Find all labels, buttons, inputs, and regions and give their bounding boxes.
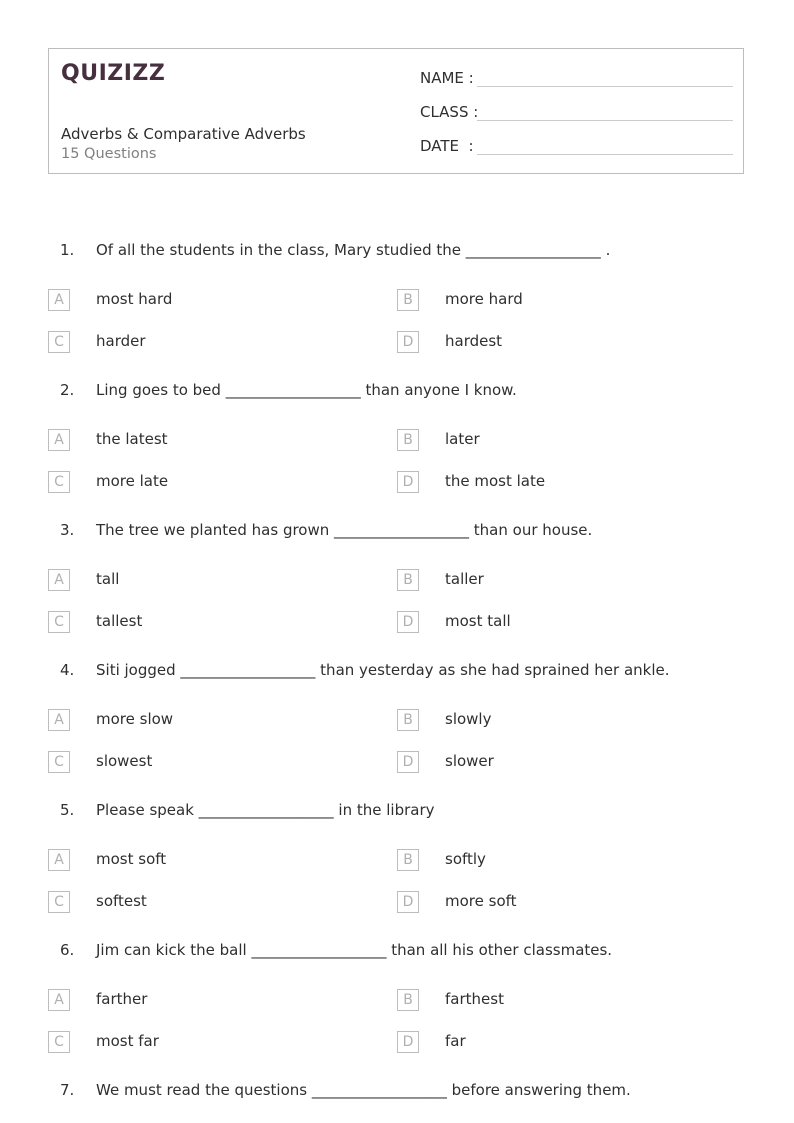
- option-letter-box[interactable]: D: [397, 331, 419, 353]
- question-text: Of all the students in the class, Mary studied the __________________ .: [96, 241, 611, 259]
- option-text: more soft: [445, 892, 517, 910]
- question-number: 3.: [60, 521, 75, 539]
- date-field[interactable]: [420, 137, 474, 155]
- option-text: farthest: [445, 990, 504, 1008]
- option-text: taller: [445, 570, 484, 588]
- option-letter-box[interactable]: B: [397, 569, 419, 591]
- option-letter-box[interactable]: D: [397, 751, 419, 773]
- class-label: CLASS :: [420, 103, 479, 121]
- name-label: NAME :: [420, 69, 474, 87]
- option-letter-box[interactable]: D: [397, 471, 419, 493]
- option-letter-box[interactable]: C: [48, 1031, 70, 1053]
- worksheet-title: Adverbs & Comparative Adverbs: [61, 125, 306, 143]
- name-field[interactable]: [420, 69, 474, 87]
- question-text: Please speak __________________ in the library: [96, 801, 435, 819]
- option-text: slowest: [96, 752, 153, 770]
- question-number: 5.: [60, 801, 75, 819]
- question-text: Ling goes to bed __________________ than anyone I know.: [96, 381, 517, 399]
- option-text: more hard: [445, 290, 523, 308]
- option-letter-box[interactable]: A: [48, 989, 70, 1011]
- option-text: slower: [445, 752, 494, 770]
- option-text: harder: [96, 332, 146, 350]
- question-number: 7.: [60, 1081, 75, 1099]
- question-number: 6.: [60, 941, 75, 959]
- option-text: tall: [96, 570, 120, 588]
- option-letter-box[interactable]: A: [48, 709, 70, 731]
- option-text: far: [445, 1032, 466, 1050]
- option-text: tallest: [96, 612, 143, 630]
- option-letter-box[interactable]: C: [48, 891, 70, 913]
- question-text: Jim can kick the ball __________________ than all his other classmates.: [96, 941, 613, 959]
- question-number: 1.: [60, 241, 75, 259]
- option-text: most far: [96, 1032, 159, 1050]
- option-text: later: [445, 430, 480, 448]
- option-letter-box[interactable]: B: [397, 709, 419, 731]
- quizizz-logo: QUIZIZZ: [61, 61, 166, 86]
- question-text: Siti jogged __________________ than yesterday as she had sprained her ankle.: [96, 661, 670, 679]
- option-letter-box[interactable]: B: [397, 849, 419, 871]
- class-line: [477, 120, 733, 121]
- question-text: We must read the questions __________________ before answering them.: [96, 1081, 631, 1099]
- option-letter-box[interactable]: C: [48, 611, 70, 633]
- option-letter-box[interactable]: A: [48, 849, 70, 871]
- option-text: more slow: [96, 710, 174, 728]
- option-letter-box[interactable]: B: [397, 989, 419, 1011]
- option-letter-box[interactable]: B: [397, 289, 419, 311]
- worksheet-header: [48, 48, 744, 174]
- option-letter-box[interactable]: B: [397, 429, 419, 451]
- option-text: slowly: [445, 710, 492, 728]
- option-letter-box[interactable]: C: [48, 471, 70, 493]
- option-letter-box[interactable]: A: [48, 289, 70, 311]
- date-label: DATE :: [420, 137, 474, 155]
- question-count: 15 Questions: [61, 146, 157, 162]
- option-text: farther: [96, 990, 148, 1008]
- option-text: most hard: [96, 290, 173, 308]
- option-text: softest: [96, 892, 147, 910]
- option-text: the most late: [445, 472, 546, 490]
- question-text: The tree we planted has grown __________________ than our house.: [96, 521, 593, 539]
- date-line: [477, 154, 733, 155]
- option-letter-box[interactable]: A: [48, 429, 70, 451]
- option-text: the latest: [96, 430, 168, 448]
- name-line: [477, 86, 733, 87]
- question-number: 4.: [60, 661, 75, 679]
- option-text: most tall: [445, 612, 511, 630]
- option-text: more late: [96, 472, 169, 490]
- option-letter-box[interactable]: D: [397, 611, 419, 633]
- option-text: most soft: [96, 850, 167, 868]
- option-letter-box[interactable]: C: [48, 331, 70, 353]
- option-text: hardest: [445, 332, 503, 350]
- question-number: 2.: [60, 381, 75, 399]
- class-field[interactable]: [420, 103, 478, 121]
- option-letter-box[interactable]: A: [48, 569, 70, 591]
- option-letter-box[interactable]: C: [48, 751, 70, 773]
- option-letter-box[interactable]: D: [397, 891, 419, 913]
- option-text: softly: [445, 850, 486, 868]
- option-letter-box[interactable]: D: [397, 1031, 419, 1053]
